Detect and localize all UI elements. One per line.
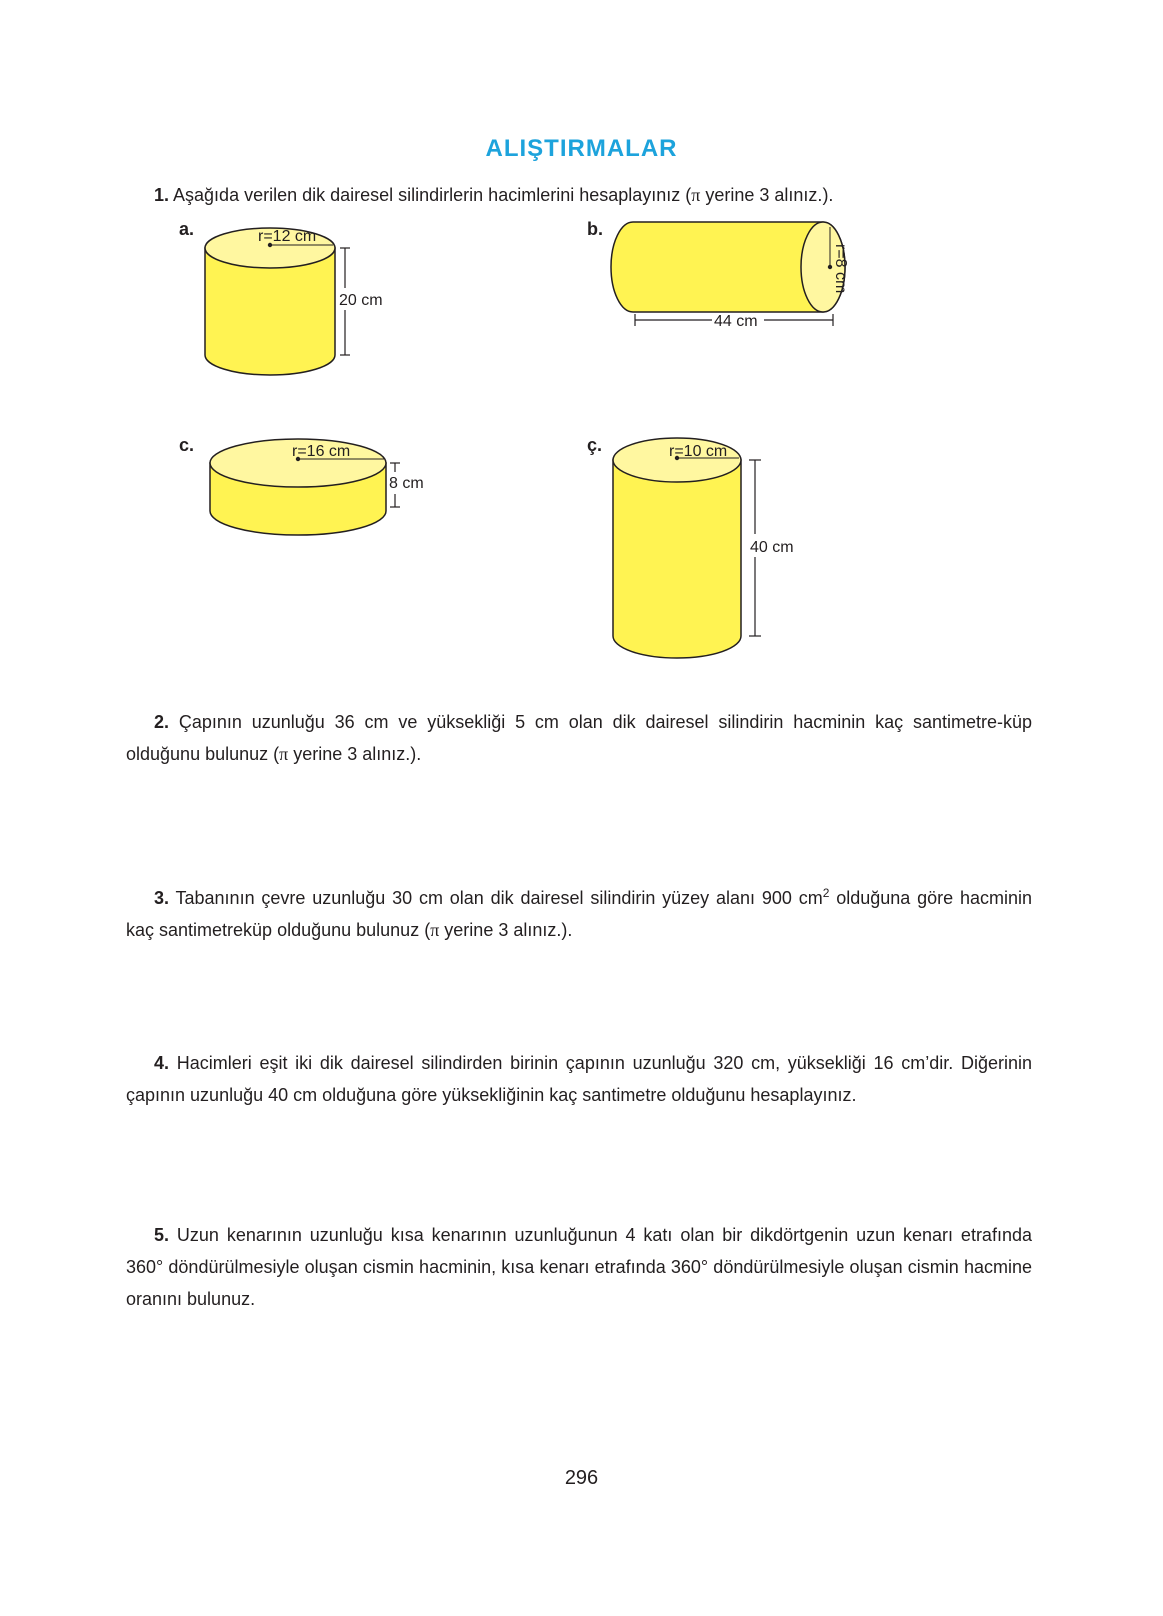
pi-symbol: π (279, 744, 289, 764)
figure-b-label: b. (587, 219, 603, 239)
height-label-cc: 40 cm (750, 539, 794, 556)
pi-symbol: π (691, 185, 701, 205)
page-number: 296 (564, 1467, 599, 1489)
cylinder-c (210, 439, 424, 535)
radius-label-cc: r=10 cm (669, 443, 728, 460)
question-2 (126, 706, 1032, 770)
length-label-b: 44 cm (714, 313, 758, 330)
question-5-number: 5. (154, 1225, 170, 1245)
question-2-text-after: yerine 3 alınız.). (288, 744, 422, 764)
cylinder-b (611, 222, 849, 330)
question-3-number: 3. (154, 888, 170, 908)
figure-a-label: a. (179, 219, 195, 239)
question-4 (126, 1047, 1032, 1111)
height-label-a: 20 cm (339, 292, 383, 309)
question-5 (126, 1219, 1032, 1315)
cylinder-figures (0, 0, 1163, 700)
radius-label-c: r=16 cm (292, 443, 351, 460)
cylinder-cc-side (613, 460, 741, 658)
superscript-2: 2 (822, 886, 830, 900)
question-2-number: 2. (154, 712, 170, 732)
question-4-number: 4. (154, 1053, 170, 1073)
question-3 (126, 877, 1032, 946)
question-1-text-after: yerine 3 alınız.). (700, 185, 834, 205)
question-3-text-before: Tabanının çevre uzunluğu 30 cm olan dik dairesel silindirin yüzey alanı 900 cm (175, 888, 823, 908)
figure-cc-label: ç. (587, 435, 603, 455)
pi-symbol: π (430, 920, 440, 940)
cylinder-cc (613, 438, 794, 658)
radius-label-a: r=12 cm (258, 228, 317, 245)
question-1-text-before: Aşağıda verilen dik dairesel silindirlerin hacimlerini hesaplayınız ( (173, 185, 692, 205)
center-dot-b (828, 265, 832, 269)
question-1-number: 1. (154, 185, 170, 205)
question-3-text-middle: olduğuna göre hacminin kaç santimetreküp olduğunu bulunuz ( (126, 888, 1032, 940)
page-title: ALIŞTIRMALAR (485, 135, 678, 162)
question-3-text-after: yerine 3 alınız.). (439, 920, 573, 940)
height-label-c: 8 cm (389, 475, 424, 492)
figure-c-label: c. (179, 435, 195, 455)
radius-label-b: r=8 cm (832, 244, 849, 294)
question-2-text-before: Çapının uzunluğu 36 cm ve yüksekliği 5 cm olan dik dairesel silindirin hacminin kaç santimetre-küp olduğunu bulunuz ( (126, 712, 1032, 764)
question-5-text: Uzun kenarının uzunluğu kısa kenarının uzunluğunun 4 katı olan bir dikdörtgenin uzun kenarı etrafında 360° döndürülmesiyle oluşan cismin hacminin, kısa kenarı etrafında 360° döndürülmesiyle oluşan cismin hacmine oranını bulunuz. (126, 1225, 1032, 1309)
cylinder-a (205, 228, 383, 375)
question-4-text: Hacimleri eşit iki dik dairesel silindirden birinin çapının uzunluğu 320 cm, yüksekliği 16 cm’dir. Diğerinin çapının uzunluğu 40 cm olduğuna göre yüksekliğinin kaç santimetre olduğunu hesaplayınız. (126, 1053, 1032, 1105)
